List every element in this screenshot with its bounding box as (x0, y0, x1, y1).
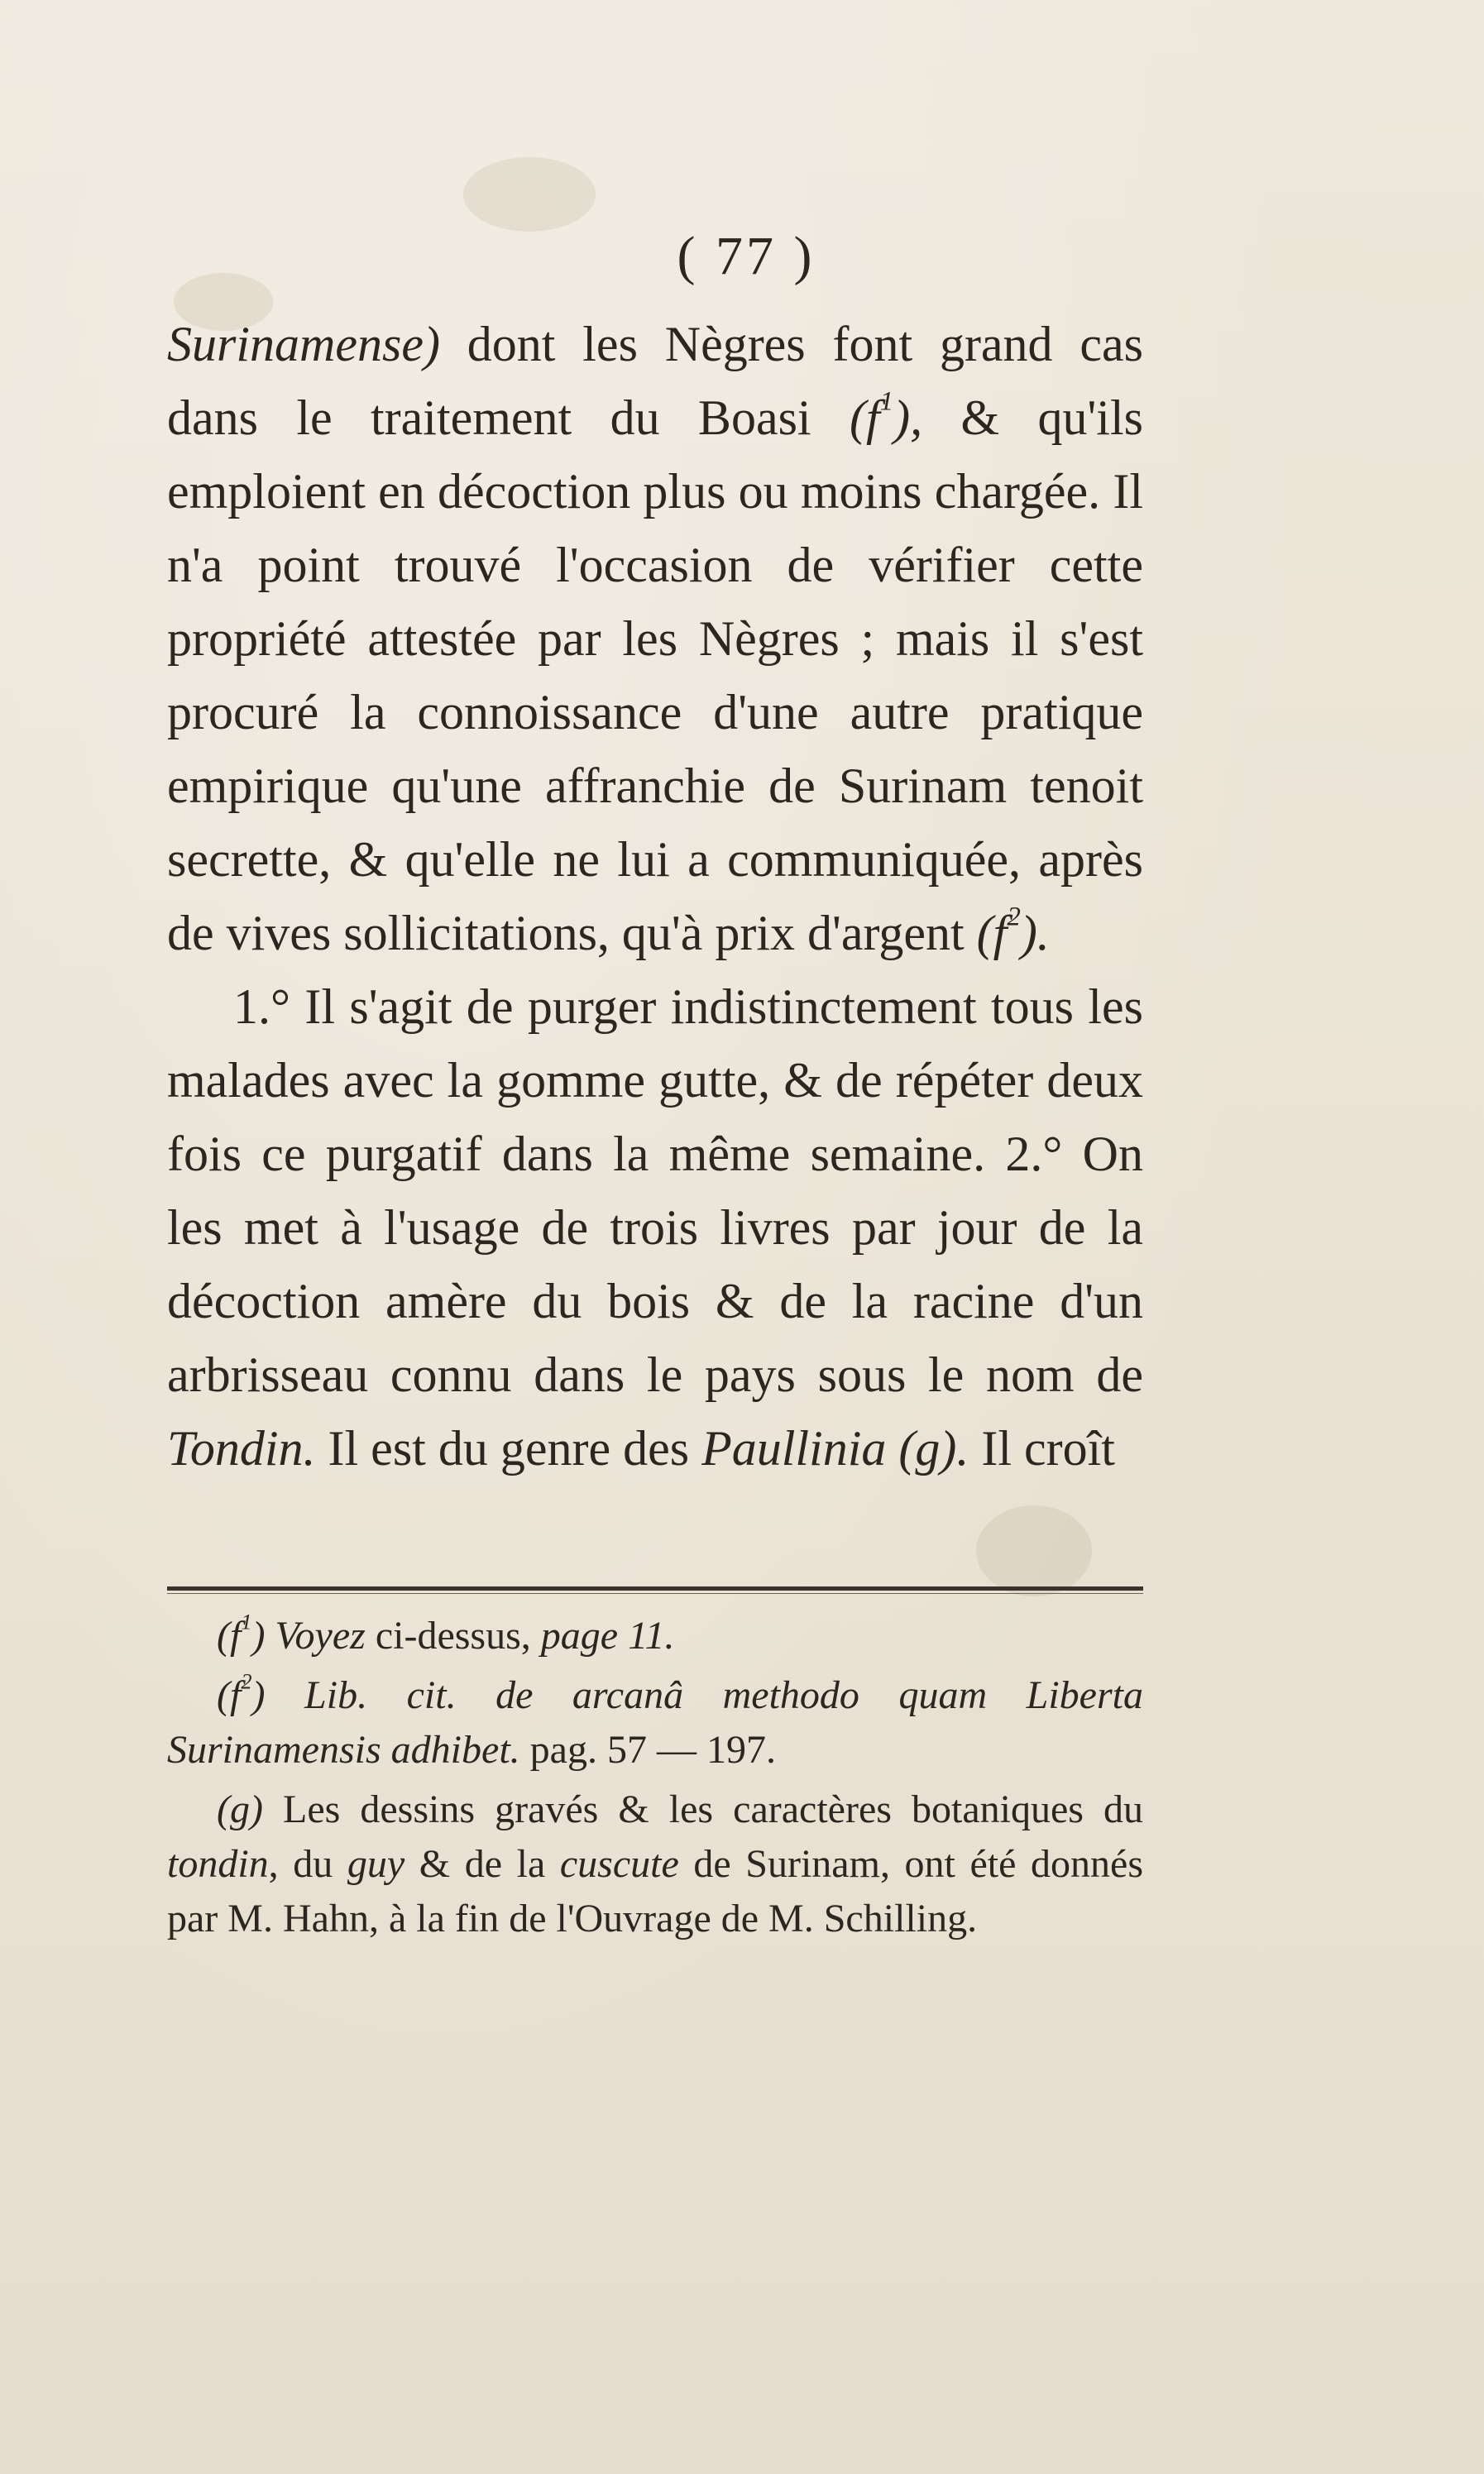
text-run: page 11. (540, 1614, 675, 1658)
main-text (167, 308, 1143, 1486)
text-run: ci-dessus, (365, 1614, 541, 1658)
note-mark: $(f^2)$ (217, 1668, 266, 1717)
text-run: dont les Nègres font grand cas dans le traitement du Boasi (167, 317, 1143, 445)
note-mark: (g) (217, 1787, 263, 1831)
page-number: ( 77 ) (677, 226, 816, 286)
note-mark: $(f^1)$ (217, 1609, 266, 1658)
footnote (167, 1783, 1143, 1946)
text-run: Voyez (265, 1614, 366, 1658)
text-run: pag. 57 — 197. (519, 1728, 776, 1772)
text-run: , du (268, 1842, 347, 1886)
text-run: guy (347, 1842, 405, 1886)
note-ref: (g). (886, 1421, 969, 1476)
text-run: tondin (167, 1842, 269, 1886)
footnote (167, 1668, 1143, 1778)
text-run: & de la (405, 1842, 560, 1886)
text-run: Lib. cit. de arcanâ methodo quam Liberta Surinamensis adhibet. (167, 1673, 1143, 1772)
footnote-rule (167, 1586, 1143, 1591)
footnote-rule-thin (167, 1593, 1143, 1594)
text-run: Il est du genre des (315, 1421, 702, 1476)
paper-stain (976, 1505, 1092, 1596)
text-run: Surinamense) (167, 317, 440, 371)
text-run: de Surinam, ont été donnés par M. Hahn, à la fin de l'Ouvrage de M. Schilling. (167, 1842, 1144, 1940)
footnote (167, 1609, 1143, 1663)
paragraph (167, 308, 1143, 970)
text-run: Il croît (969, 1421, 1115, 1476)
paragraph (167, 970, 1143, 1486)
text-run: Les dessins gravés & les caractères botaniques du (262, 1787, 1143, 1831)
paper-stain (463, 157, 596, 232)
text-run: Tondin. (167, 1421, 316, 1476)
text-run: cuscute (559, 1842, 679, 1886)
note-ref: $(f^2)$. (976, 902, 1050, 960)
note-ref: $(f^1)$, (849, 386, 923, 445)
text-run: 1.° Il s'agit de purger indistinctement tous les malades avec la gomme gutte, & de répéter deux fois ce purgatif dans la même semaine. 2.° On les met à l'usage de trois livres par jour de la décoction amère du bois & de la racine d'un arbrisseau connu dans le pays sous le nom de (167, 979, 1143, 1402)
footnotes (167, 1609, 1143, 1951)
text-run: Paullinia (701, 1421, 887, 1476)
text-run: & qu'ils emploient en décoction plus ou moins chargée. Il n'a point trouvé l'occasion de vérifier cette propriété attestée par les Nègres ; mais il s'est procuré la connoissance d'une autre pratique empirique qu'une affranchie de Surinam tenoit secrette, & qu'elle ne lui a communiquée, après de vives sollicitations, qu'à prix d'argent (167, 390, 1143, 960)
